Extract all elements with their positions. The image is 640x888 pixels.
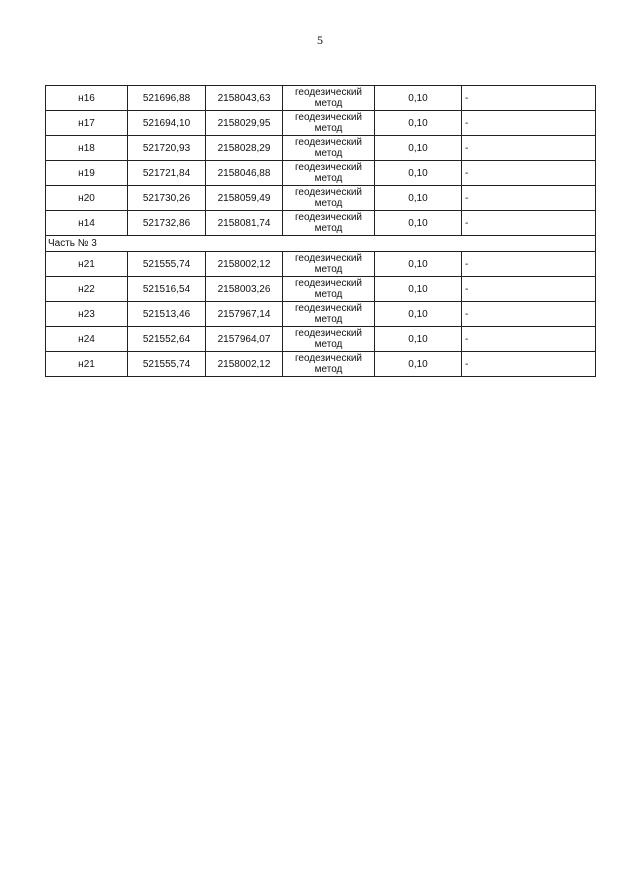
method-line2: метод: [314, 264, 343, 275]
section-row: [46, 236, 596, 252]
note-cell: -: [462, 111, 596, 136]
table-row: [46, 211, 596, 236]
y-cell: 2158003,26: [206, 277, 283, 302]
method-line1: геодезический: [295, 137, 362, 148]
x-cell: 521555,74: [128, 252, 206, 277]
x-cell: 521552,64: [128, 327, 206, 352]
method-cell: [283, 252, 375, 277]
note-cell: -: [462, 352, 596, 377]
table-row: [46, 186, 596, 211]
y-cell: 2158002,12: [206, 252, 283, 277]
table-row: [46, 352, 596, 377]
point-cell: н21: [46, 352, 128, 377]
method-cell: [283, 111, 375, 136]
table-row: [46, 277, 596, 302]
point-cell: н24: [46, 327, 128, 352]
x-cell: 521721,84: [128, 161, 206, 186]
x-cell: 521513,46: [128, 302, 206, 327]
method-cell: [283, 211, 375, 236]
method-cell: [283, 161, 375, 186]
note-cell: -: [462, 277, 596, 302]
accuracy-cell: 0,10: [375, 111, 462, 136]
method-line1: геодезический: [295, 162, 362, 173]
x-cell: 521720,93: [128, 136, 206, 161]
table-row: [46, 136, 596, 161]
method-line1: геодезический: [295, 353, 362, 364]
accuracy-cell: 0,10: [375, 161, 462, 186]
x-cell: 521555,74: [128, 352, 206, 377]
point-cell: н16: [46, 86, 128, 111]
method-line1: геодезический: [295, 212, 362, 223]
method-line2: метод: [314, 123, 343, 134]
y-cell: 2158046,88: [206, 161, 283, 186]
method-cell: [283, 302, 375, 327]
table-row: [46, 161, 596, 186]
point-cell: н19: [46, 161, 128, 186]
y-cell: 2158028,29: [206, 136, 283, 161]
y-cell: 2158059,49: [206, 186, 283, 211]
method-line1: геодезический: [295, 303, 362, 314]
x-cell: 521730,26: [128, 186, 206, 211]
method-line1: геодезический: [295, 87, 362, 98]
method-cell: [283, 327, 375, 352]
accuracy-cell: 0,10: [375, 327, 462, 352]
method-line1: геодезический: [295, 112, 362, 123]
section-label: Часть № 3: [46, 236, 596, 252]
point-cell: н20: [46, 186, 128, 211]
x-cell: 521732,86: [128, 211, 206, 236]
y-cell: 2157964,07: [206, 327, 283, 352]
method-line2: метод: [314, 148, 343, 159]
y-cell: 2157967,14: [206, 302, 283, 327]
note-cell: -: [462, 161, 596, 186]
table-row: [46, 327, 596, 352]
note-cell: -: [462, 302, 596, 327]
method-cell: [283, 136, 375, 161]
accuracy-cell: 0,10: [375, 86, 462, 111]
accuracy-cell: 0,10: [375, 186, 462, 211]
point-cell: н18: [46, 136, 128, 161]
method-cell: [283, 186, 375, 211]
method-line2: метод: [314, 198, 343, 209]
method-line2: метод: [314, 223, 343, 234]
coordinates-table: [45, 85, 596, 377]
y-cell: 2158002,12: [206, 352, 283, 377]
method-line2: метод: [314, 314, 343, 325]
accuracy-cell: 0,10: [375, 302, 462, 327]
page-number: 5: [317, 33, 323, 47]
accuracy-cell: 0,10: [375, 211, 462, 236]
table-row: [46, 86, 596, 111]
x-cell: 521694,10: [128, 111, 206, 136]
note-cell: -: [462, 86, 596, 111]
y-cell: 2158043,63: [206, 86, 283, 111]
method-line2: метод: [314, 339, 343, 350]
note-cell: -: [462, 136, 596, 161]
method-cell: [283, 277, 375, 302]
method-line1: геодезический: [295, 328, 362, 339]
table-row: [46, 111, 596, 136]
method-line1: геодезический: [295, 278, 362, 289]
table-row: [46, 252, 596, 277]
x-cell: 521696,88: [128, 86, 206, 111]
method-cell: [283, 86, 375, 111]
point-cell: н22: [46, 277, 128, 302]
accuracy-cell: 0,10: [375, 352, 462, 377]
method-line2: метод: [314, 173, 343, 184]
method-line2: метод: [314, 98, 343, 109]
note-cell: -: [462, 211, 596, 236]
note-cell: -: [462, 327, 596, 352]
y-cell: 2158029,95: [206, 111, 283, 136]
method-line2: метод: [314, 289, 343, 300]
method-cell: [283, 352, 375, 377]
x-cell: 521516,54: [128, 277, 206, 302]
method-line2: метод: [314, 364, 343, 375]
table-row: [46, 302, 596, 327]
accuracy-cell: 0,10: [375, 252, 462, 277]
point-cell: н14: [46, 211, 128, 236]
note-cell: -: [462, 252, 596, 277]
method-line1: геодезический: [295, 187, 362, 198]
method-line1: геодезический: [295, 253, 362, 264]
note-cell: -: [462, 186, 596, 211]
point-cell: н21: [46, 252, 128, 277]
point-cell: н17: [46, 111, 128, 136]
point-cell: н23: [46, 302, 128, 327]
accuracy-cell: 0,10: [375, 136, 462, 161]
y-cell: 2158081,74: [206, 211, 283, 236]
accuracy-cell: 0,10: [375, 277, 462, 302]
